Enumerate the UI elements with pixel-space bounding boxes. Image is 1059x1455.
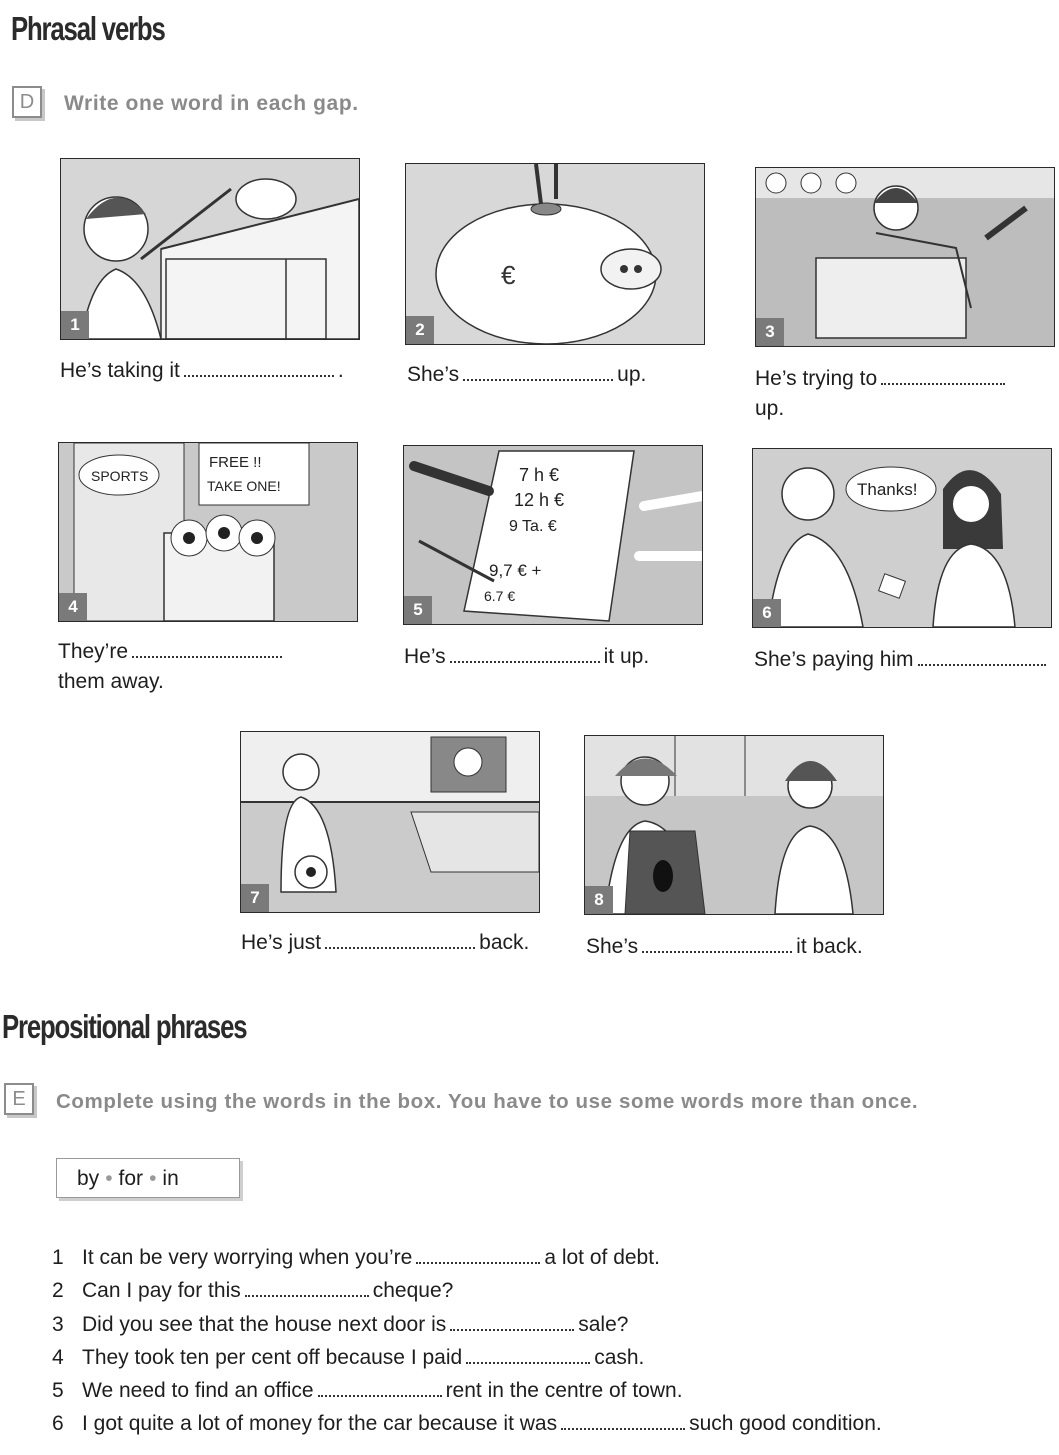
- caption-text: They’re: [58, 640, 129, 663]
- caption-text: She’s paying him: [754, 648, 914, 671]
- sentence-text: rent in the centre of town.: [445, 1379, 683, 1402]
- word-option: by: [77, 1167, 100, 1190]
- panel-8-caption: [586, 932, 863, 962]
- panel-number-badge: 7: [241, 884, 269, 912]
- euro-symbol: €: [501, 260, 516, 290]
- sentence-4: [52, 1344, 644, 1372]
- sentence-text: Can I pay for this: [82, 1279, 241, 1302]
- sentence-text: It can be very worrying when you’re: [82, 1246, 413, 1269]
- sentence-text: such good condition.: [689, 1412, 882, 1435]
- caption-text: them away.: [58, 670, 164, 693]
- picture-panel-1: [60, 158, 360, 340]
- exercise-letter-e: E: [4, 1083, 34, 1115]
- receipt-line: 12 h €: [514, 490, 565, 510]
- answer-gap[interactable]: [416, 1244, 540, 1264]
- caption-text: She’s: [586, 935, 639, 958]
- free-sign-line-2: TAKE ONE!: [207, 478, 281, 494]
- panel-3-caption: [755, 364, 1055, 424]
- answer-gap[interactable]: [450, 1311, 574, 1331]
- caption-text: it back.: [796, 935, 863, 958]
- sentence-text: We need to find an office: [82, 1379, 314, 1402]
- sentence-text: I got quite a lot of money for the car because it was: [82, 1412, 558, 1435]
- panel-number-badge: 8: [585, 886, 613, 914]
- panel-number-badge: 4: [59, 593, 87, 621]
- answer-gap[interactable]: [466, 1344, 590, 1364]
- bullet-separator: •: [149, 1167, 157, 1190]
- section-title-prepositional-phrases: Prepositional phrases: [2, 1008, 247, 1045]
- answer-gap[interactable]: [184, 357, 334, 377]
- panel-2-caption: [407, 360, 646, 390]
- answer-gap[interactable]: [463, 361, 613, 381]
- answer-gap[interactable]: [325, 929, 475, 949]
- panel-number-badge: 2: [406, 316, 434, 344]
- panel-1-caption: [60, 356, 344, 386]
- caption-text: He’s: [404, 645, 446, 668]
- caption-text: .: [337, 359, 344, 382]
- receipt-line: 7 h €: [519, 465, 560, 485]
- caption-text: up.: [617, 363, 647, 386]
- man-reaching-piggy-bank-illustration: [61, 159, 359, 339]
- sentence-number: 5: [52, 1379, 64, 1402]
- picture-panel-4: [58, 442, 358, 622]
- answer-gap[interactable]: [918, 646, 1046, 666]
- section-title-phrasal-verbs: Phrasal verbs: [11, 10, 165, 47]
- panel-4-caption: [58, 637, 286, 697]
- exercise-letter-d: D: [12, 86, 42, 118]
- man-with-shopping-trolley-illustration: [756, 168, 1054, 346]
- picture-panel-5: [403, 445, 703, 625]
- sentence-text: cheque?: [372, 1279, 454, 1302]
- panel-number-badge: 3: [756, 318, 784, 346]
- answer-gap[interactable]: [318, 1377, 442, 1397]
- sentence-number: 2: [52, 1279, 64, 1302]
- free-sign-line-1: FREE !!: [209, 454, 262, 471]
- caption-text: it up.: [603, 645, 650, 668]
- answer-gap[interactable]: [450, 643, 600, 663]
- sports-sign: SPORTS: [91, 468, 149, 484]
- word-option: for: [118, 1167, 144, 1190]
- girl-paying-boy-back-illustration: [753, 449, 1051, 627]
- receipt-line: 6.7 €: [484, 588, 516, 604]
- caption-text: back.: [479, 931, 530, 954]
- sentence-number: 1: [52, 1246, 64, 1269]
- coin-into-piggy-bank-illustration: [406, 164, 704, 344]
- exercise-e-instruction: Complete using the words in the box. You have to use some words more than once.: [56, 1090, 919, 1113]
- answer-gap[interactable]: [642, 933, 792, 953]
- sentence-1: [52, 1244, 660, 1272]
- receipt-line: 9 Ta. €: [509, 518, 557, 535]
- sentence-text: a lot of debt.: [544, 1246, 660, 1269]
- sentence-text: sale?: [578, 1313, 629, 1336]
- bullet-separator: •: [105, 1167, 113, 1190]
- panel-7-caption: [241, 928, 529, 958]
- sentence-number: 6: [52, 1412, 64, 1435]
- receipt-line: 9,7 € +: [489, 561, 542, 580]
- caption-text: She’s: [407, 363, 460, 386]
- answer-gap[interactable]: [561, 1410, 685, 1430]
- sentence-number: 4: [52, 1346, 64, 1369]
- women-returning-dress-illustration: [585, 736, 883, 914]
- adding-up-bill-illustration: [404, 446, 702, 624]
- panel-number-badge: 5: [404, 596, 432, 624]
- thanks-speech-bubble: Thanks!: [857, 480, 918, 499]
- caption-text: up.: [755, 397, 785, 420]
- answer-gap[interactable]: [881, 365, 1005, 385]
- sentence-text: Did you see that the house next door is: [82, 1313, 447, 1336]
- sentence-text: cash.: [594, 1346, 645, 1369]
- panel-6-caption: [754, 645, 1050, 675]
- sentence-2: [52, 1277, 453, 1305]
- panel-number-badge: 6: [753, 599, 781, 627]
- panel-number-badge: 1: [61, 311, 89, 339]
- caption-text: He’s trying to: [755, 367, 878, 390]
- man-bringing-bag-back-illustration: [241, 732, 539, 912]
- answer-gap[interactable]: [245, 1277, 369, 1297]
- picture-panel-2: [405, 163, 705, 345]
- basket-of-free-footballs-illustration: [59, 443, 357, 621]
- caption-text: He’s taking it: [60, 359, 180, 382]
- exercise-d-instruction: Write one word in each gap.: [64, 92, 359, 115]
- answer-gap[interactable]: [132, 638, 282, 658]
- picture-panel-8: [584, 735, 884, 915]
- picture-panel-3: [755, 167, 1055, 347]
- sentence-number: 3: [52, 1313, 64, 1336]
- picture-panel-7: [240, 731, 540, 913]
- word-option: in: [162, 1167, 179, 1190]
- picture-panel-6: [752, 448, 1052, 628]
- caption-text: He’s just: [241, 931, 322, 954]
- sentence-text: They took ten per cent off because I paid: [82, 1346, 463, 1369]
- panel-5-caption: [404, 642, 649, 672]
- sentence-3: [52, 1311, 628, 1339]
- sentence-5: [52, 1377, 683, 1405]
- word-box: [56, 1158, 240, 1198]
- sentence-6: [52, 1410, 882, 1438]
